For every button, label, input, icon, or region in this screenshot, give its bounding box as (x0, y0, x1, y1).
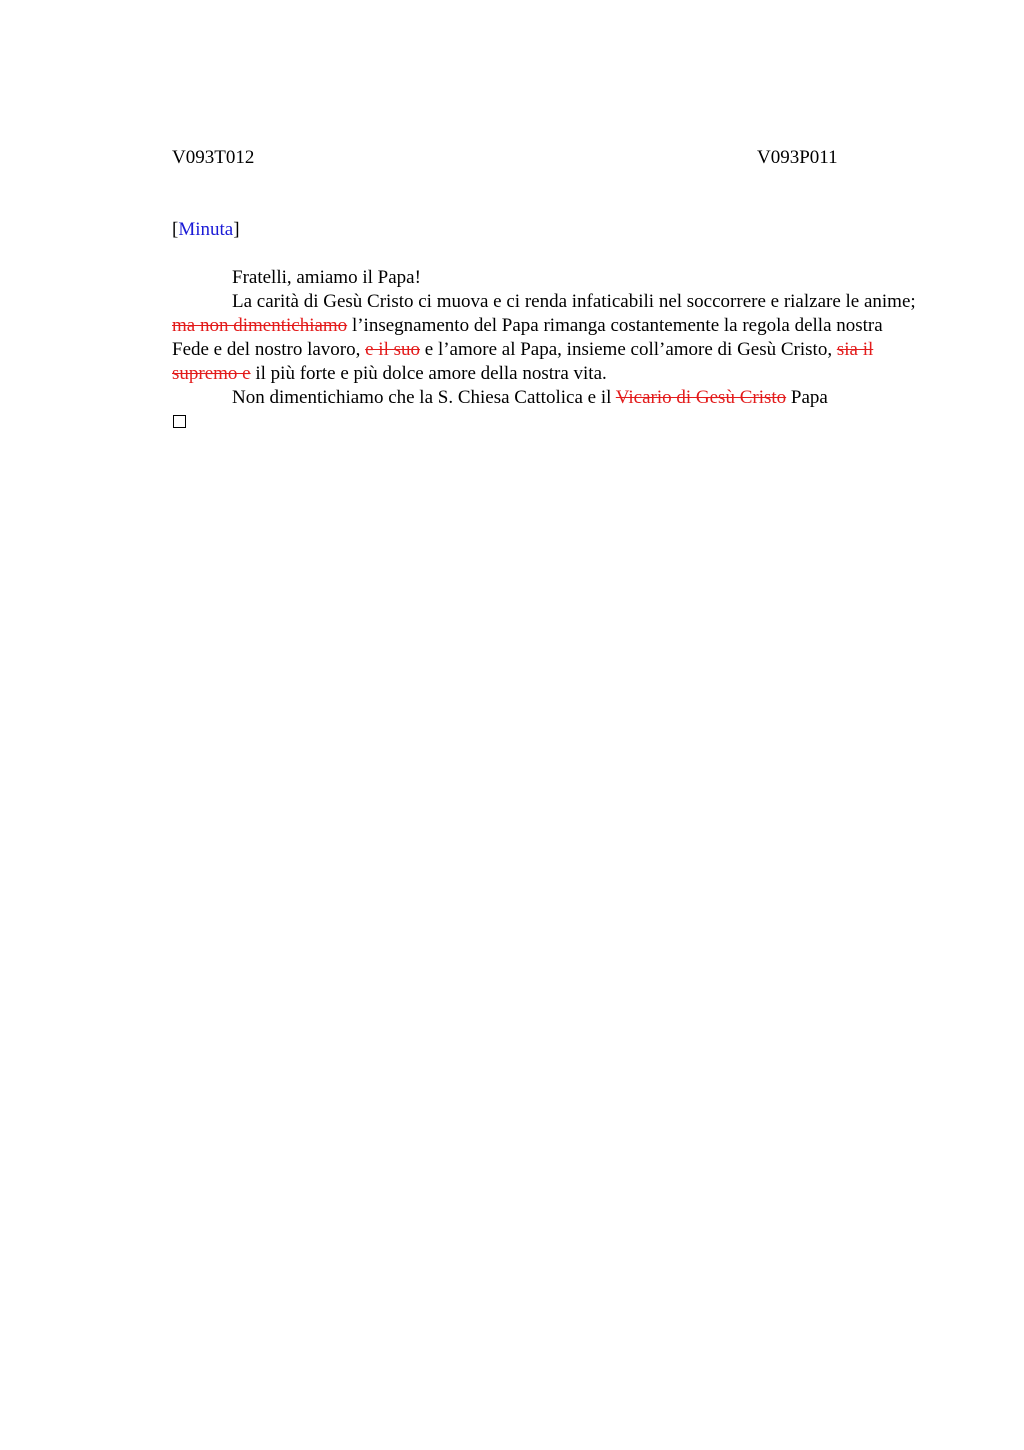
section-label (172, 218, 240, 242)
close-bracket: ] (233, 219, 240, 240)
document-page (172, 0, 917, 1450)
text-segment: e l’amore al Papa, insieme coll’amore di Gesù Cristo, (420, 339, 837, 360)
text-segment: La carità di Gesù Cristo ci muova e ci renda infaticabili nel soccorrere e rialzare le anime; (232, 291, 916, 312)
text-segment: l’insegnamento del Papa rimanga costantemente la regola della nostra Fede e del nostro lavoro, (172, 315, 883, 360)
deleted-text: e il suo (365, 339, 421, 360)
text-segment: il più forte e più dolce amore della nostra vita. (250, 363, 607, 384)
open-bracket: [ (172, 219, 179, 240)
document-code-left: V093T012 (172, 147, 255, 168)
deleted-text: Vicario di Gesù Cristo (615, 387, 787, 408)
document-code-right: V093P011 (757, 147, 838, 168)
text-segment: Papa (786, 387, 828, 408)
text-segment: Non dimentichiamo che la S. Chiesa Cattolica e il (232, 387, 616, 408)
minuta-link[interactable]: Minuta (178, 219, 234, 240)
deleted-text: sia il supremo e (172, 339, 874, 384)
paragraph-1: Fratelli, amiamo il Papa! (232, 267, 421, 288)
checkbox-icon (173, 415, 186, 428)
letter-body (172, 266, 917, 428)
paragraph-2 (172, 290, 917, 386)
paragraph-3 (172, 386, 917, 410)
deleted-text: ma non dimentichiamo (172, 315, 348, 336)
